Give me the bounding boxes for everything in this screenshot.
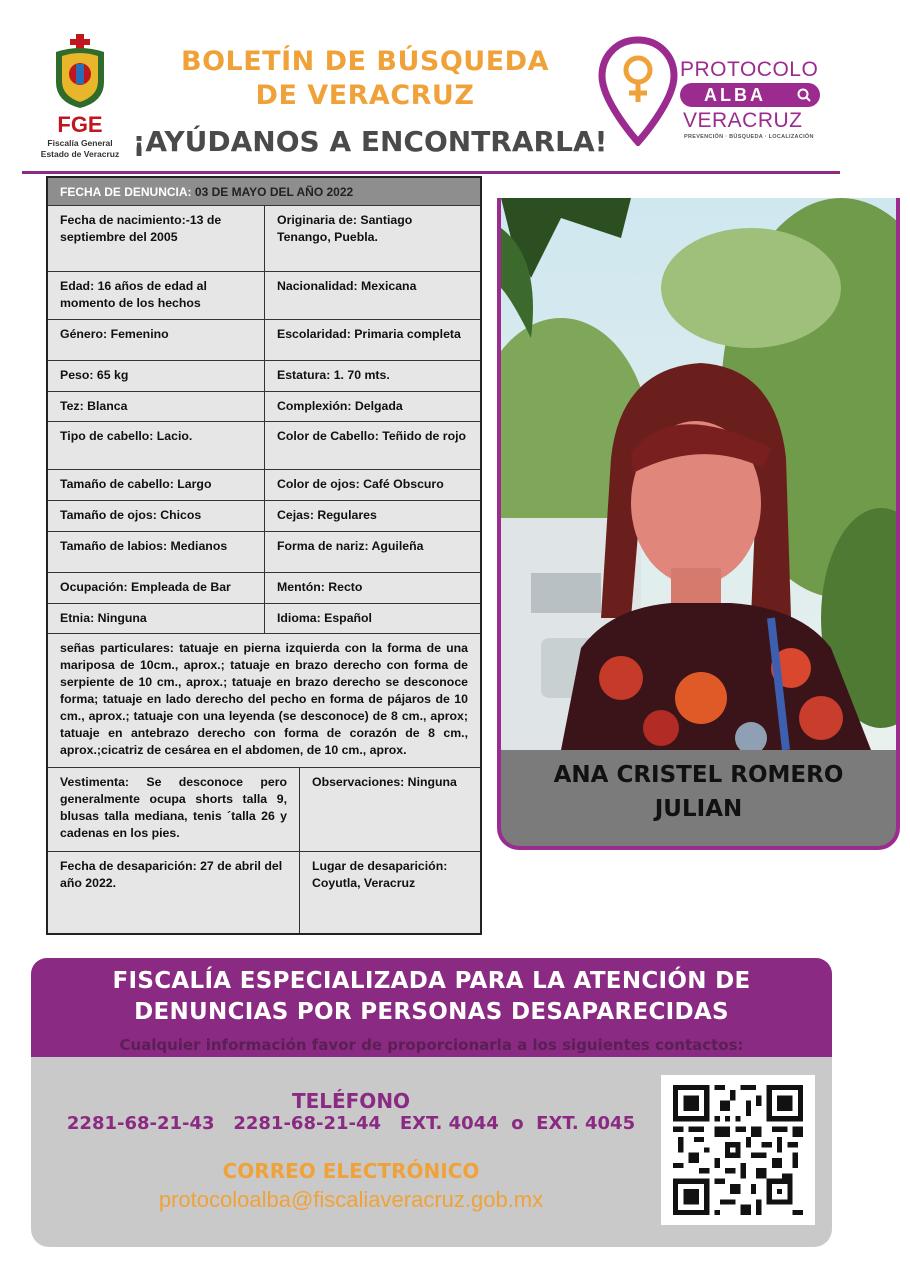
disappearance-date-cell: Fecha de desaparición: 27 de abril del año 2022.: [48, 852, 300, 933]
bulletin-title-line-2: DE VERACRUZ: [255, 80, 475, 111]
help-us-find-her-heading: ¡AYÚDANOS A ENCONTRARLA!: [132, 125, 608, 158]
banner-line-1: FISCALÍA ESPECIALIZADA PARA LA ATENCIÓN DE: [112, 968, 751, 994]
person-name-line-2: JULIAN: [654, 796, 743, 822]
age-cell: Edad: 16 años de edad al momento de los hechos: [48, 272, 265, 320]
hair-type-cell: Tipo de cabello: Lacio.: [48, 422, 265, 470]
qr-code-box: [661, 1075, 815, 1225]
origin-cell: Originaria de: Santiago Tenango, Puebla.: [265, 206, 480, 272]
header-divider: [22, 171, 840, 174]
phone-numbers: 2281-68-21-43 2281-68-21-44 EXT. 4044 o EXT. 4045: [66, 1113, 636, 1134]
alba-protocolo-text: PROTOCOLO: [680, 58, 819, 81]
eyebrows-cell: Cejas: Regulares: [265, 501, 480, 532]
ethnicity-cell: Etnia: Ninguna: [48, 604, 265, 634]
distinguishing-marks-cell: señas particulares: tatuaje en pierna izquierda con la forma de una mariposa de 10cm., aprox.; tatuaje en brazo derecho con forma de serpiente de 10 cm., aprox.; tatuaje en brazo derecho se desconoce forma; tatuaje en lado derecho del pecho en forma de pájaros de 10 cm., aprox.; tatuaje con una leyenda (se desconoce) de 8 cm., aprox; tatuaje en antebrazo derecho con forma de corazón de 8 cm., aprox.;cicatriz de cesárea en el abdomen, de 10 cm., aprox.: [48, 634, 480, 768]
fge-logo-text: FGE: [57, 112, 103, 137]
person-name-line-1: ANA CRISTEL ROMERO: [553, 762, 844, 788]
veracruz-coat-of-arms-icon: [50, 34, 110, 109]
build-cell: Complexión: Delgada: [265, 392, 480, 422]
fge-logo-subtitle-2: Estado de Veracruz: [40, 149, 120, 159]
weight-cell: Peso: 65 kg: [48, 361, 265, 392]
fiscalia-banner: [31, 958, 832, 1058]
missing-person-data-table: [46, 176, 482, 935]
observations-cell: Observaciones: Ninguna: [300, 768, 480, 852]
clothing-cell: Vestimenta: Se desconoce pero generalmente ocupa shorts talla 9, blusas talla mediana, tenis ´talla 26 y cadenas en los pies.: [48, 768, 300, 852]
qr-code-icon[interactable]: [673, 1085, 803, 1215]
alba-badge: [680, 83, 820, 107]
report-date-value: 03 DE MAYO DEL AÑO 2022: [194, 185, 354, 199]
person-name: [501, 758, 896, 826]
language-cell: Idioma: Español: [265, 604, 480, 634]
contact-panel: [31, 1057, 832, 1247]
gender-cell: Género: Femenino: [48, 320, 265, 361]
bulletin-title-line-1: BOLETÍN DE BÚSQUEDA: [181, 46, 549, 77]
eye-size-cell: Tamaño de ojos: Chicos: [48, 501, 265, 532]
height-cell: Estatura: 1. 70 mts.: [265, 361, 480, 392]
email-address-link[interactable]: protocoloalba@fiscaliaveracruz.gob.mx: [158, 1187, 544, 1212]
occupation-cell: Ocupación: Empleada de Bar: [48, 573, 265, 604]
email-label: CORREO ELECTRÓNICO: [222, 1159, 480, 1183]
report-date-label: FECHA DE DENUNCIA:: [60, 185, 192, 199]
fge-logo-subtitle-1: Fiscalía General: [47, 138, 113, 148]
disappearance-place-cell: Lugar de desaparición: Coyutla, Veracruz: [312, 859, 448, 890]
hair-length-cell: Tamaño de cabello: Largo: [48, 470, 265, 501]
birth-date-cell: Fecha de nacimiento:-13 de septiembre del 2005: [48, 206, 265, 272]
alba-tagline: PREVENCIÓN · BÚSQUEDA · LOCALIZACIÓN: [684, 134, 814, 140]
eye-color-cell: Color de ojos: Café Obscuro: [265, 470, 480, 501]
hair-color-cell: Color de Cabello: Teñido de rojo: [265, 422, 480, 470]
alba-veracruz-text: VERACRUZ: [683, 109, 803, 132]
lip-size-cell: Tamaño de labios: Medianos: [48, 532, 265, 573]
report-date-header: [48, 178, 480, 206]
skin-tone-cell: Tez: Blanca: [48, 392, 265, 422]
search-icon: [796, 87, 812, 103]
missing-person-photo: [501, 198, 900, 750]
nose-shape-cell: Forma de nariz: Aguileña: [265, 532, 480, 573]
protocolo-alba-logo: [598, 36, 828, 146]
banner-line-2: DENUNCIAS POR PERSONAS DESAPARECIDAS: [134, 999, 729, 1025]
alba-badge-text: ALBA: [704, 85, 766, 105]
chin-cell: Mentón: Recto: [265, 573, 480, 604]
person-photo-card: [497, 198, 900, 850]
contact-instruction: Cualquier información favor de proporcionarla a los siguientes contactos:: [119, 1036, 744, 1054]
nationality-cell: Nacionalidad: Mexicana: [265, 272, 480, 320]
location-pin-female-icon: [598, 36, 678, 146]
phone-label: TELÉFONO: [291, 1089, 411, 1113]
fge-logo: [30, 34, 130, 159]
education-cell: Escolaridad: Primaria completa: [265, 320, 480, 361]
